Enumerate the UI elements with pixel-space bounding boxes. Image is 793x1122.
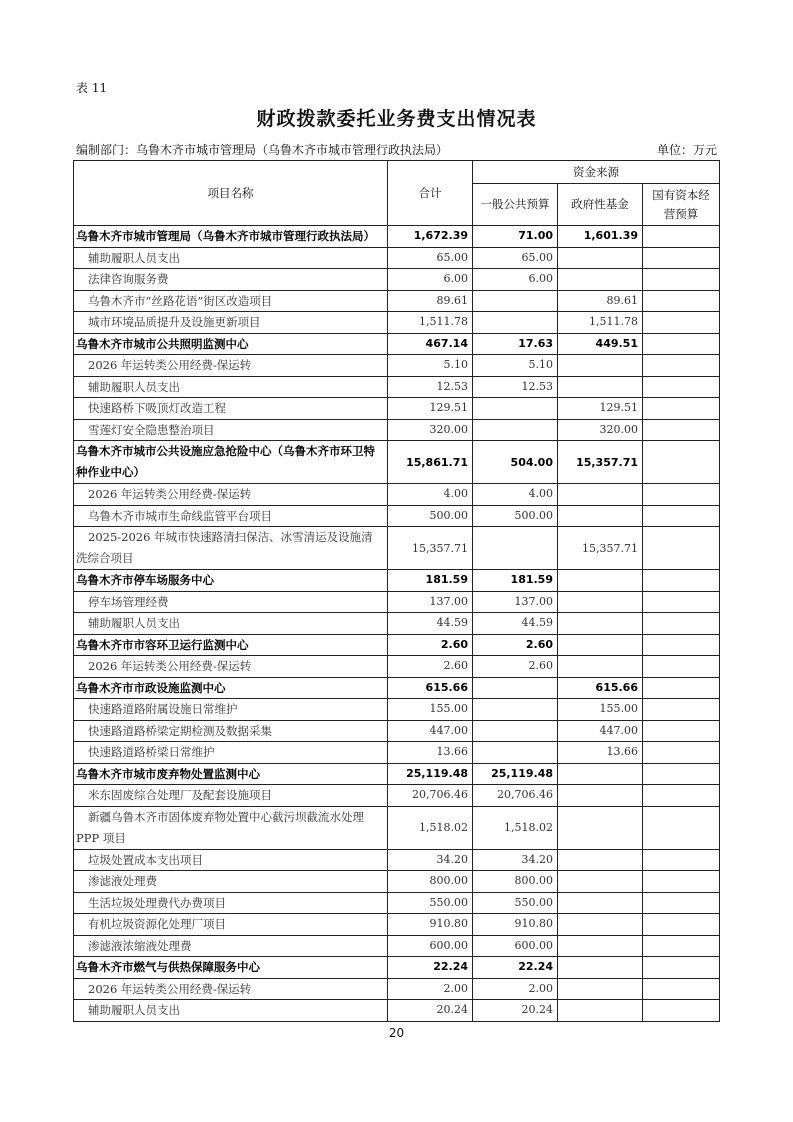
table-row [74,849,720,871]
table-row [74,591,720,613]
cell-total: 65.00 [388,247,473,269]
cell-item-name: 乌鲁木齐市停车场服务中心 [74,570,388,592]
cell-state-capital [643,591,720,613]
cell-total: 137.00 [388,591,473,613]
table-row [74,484,720,506]
table-row-group [74,634,720,656]
cell-gov-fund [558,935,643,957]
cell-state-capital [643,699,720,721]
cell-state-capital [643,226,720,248]
cell-gov-fund [558,849,643,871]
cell-gov-fund: 449.51 [558,333,643,355]
header-funding-source: 资金来源 [473,161,720,184]
table-row [74,247,720,269]
cell-total: 500.00 [388,505,473,527]
cell-item-name: 乌鲁木齐市城市公共设施应急抢险中心（乌鲁木齐市环卫特种作业中心） [74,441,388,484]
cell-general-budget: 71.00 [473,226,558,248]
cell-total: 1,672.39 [388,226,473,248]
cell-total: 800.00 [388,871,473,893]
table-row [74,312,720,334]
table-row [74,871,720,893]
cell-total: 447.00 [388,720,473,742]
table-row-group [74,226,720,248]
cell-general-budget [473,720,558,742]
cell-general-budget: 44.59 [473,613,558,635]
table-row [74,806,720,849]
table-row [74,527,720,570]
cell-item-name: 快速路桥下吸顶灯改造工程 [74,398,388,420]
cell-state-capital [643,806,720,849]
table-row-group [74,570,720,592]
cell-gov-fund [558,355,643,377]
cell-state-capital [643,290,720,312]
cell-general-budget: 34.20 [473,849,558,871]
compiling-unit: 编制部门：乌鲁木齐市城市管理局（乌鲁木齐市城市管理行政执法局） [76,143,449,157]
cell-total: 155.00 [388,699,473,721]
cell-general-budget: 800.00 [473,871,558,893]
table-row [74,892,720,914]
cell-total: 2.00 [388,978,473,1000]
cell-item-name: 雪莲灯安全隐患整治项目 [74,419,388,441]
table-row-group [74,957,720,979]
cell-state-capital [643,763,720,785]
cell-gov-fund [558,505,643,527]
cell-total: 181.59 [388,570,473,592]
cell-general-budget: 17.63 [473,333,558,355]
table-row [74,914,720,936]
table-row [74,269,720,291]
cell-item-name: 辅助履职人员支出 [74,376,388,398]
cell-general-budget: 2.00 [473,978,558,1000]
table-row [74,742,720,764]
cell-item-name: 乌鲁木齐市城市管理局（乌鲁木齐市城市管理行政执法局） [74,226,388,248]
cell-state-capital [643,613,720,635]
cell-item-name: 快速路道路桥梁日常维护 [74,742,388,764]
cell-gov-fund [558,656,643,678]
cell-total: 2.60 [388,634,473,656]
table-row [74,376,720,398]
cell-total: 25,119.48 [388,763,473,785]
cell-gov-fund [558,957,643,979]
cell-item-name: 乌鲁木齐市城市生命线监管平台项目 [74,505,388,527]
cell-general-budget: 2.60 [473,656,558,678]
cell-total: 320.00 [388,419,473,441]
cell-total: 467.14 [388,333,473,355]
cell-total: 910.80 [388,914,473,936]
cell-state-capital [643,419,720,441]
cell-gov-fund: 1,511.78 [558,312,643,334]
header-general-budget: 一般公共预算 [473,184,558,226]
cell-item-name: 垃圾处置成本支出项目 [74,849,388,871]
cell-total: 4.00 [388,484,473,506]
table-number-label: 表 11 [76,81,108,95]
cell-general-budget [473,677,558,699]
cell-general-budget: 600.00 [473,935,558,957]
cell-state-capital [643,527,720,570]
header-row-top [74,161,720,184]
cell-total: 13.66 [388,742,473,764]
cell-state-capital [643,505,720,527]
cell-gov-fund [558,376,643,398]
cell-general-budget: 1,518.02 [473,806,558,849]
cell-general-budget [473,312,558,334]
page-number: 20 [388,1026,405,1040]
table-row-group [74,333,720,355]
cell-item-name: 辅助履职人员支出 [74,613,388,635]
table-row [74,505,720,527]
cell-total: 615.66 [388,677,473,699]
cell-item-name: 辅助履职人员支出 [74,1000,388,1022]
cell-gov-fund: 13.66 [558,742,643,764]
cell-gov-fund: 129.51 [558,398,643,420]
cell-general-budget: 5.10 [473,355,558,377]
cell-state-capital [643,871,720,893]
cell-state-capital [643,677,720,699]
cell-gov-fund [558,591,643,613]
cell-state-capital [643,312,720,334]
cell-item-name: 停车场管理经费 [74,591,388,613]
cell-total: 6.00 [388,269,473,291]
cell-total: 34.20 [388,849,473,871]
cell-item-name: 乌鲁木齐市城市公共照明监测中心 [74,333,388,355]
cell-gov-fund [558,269,643,291]
cell-item-name: 法律咨询服务费 [74,269,388,291]
cell-gov-fund [558,484,643,506]
cell-item-name: 城市环境品质提升及设施更新项目 [74,312,388,334]
cell-gov-fund: 320.00 [558,419,643,441]
cell-general-budget: 25,119.48 [473,763,558,785]
cell-item-name: 乌鲁木齐市“丝路花语”街区改造项目 [74,290,388,312]
cell-state-capital [643,398,720,420]
cell-item-name: 米东固废综合处理厂及配套设施项目 [74,785,388,807]
header-state-capital: 国有资本经营预算 [643,184,720,226]
cell-general-budget [473,742,558,764]
header-gov-fund: 政府性基金 [558,184,643,226]
cell-general-budget [473,699,558,721]
cell-item-name: 乌鲁木齐市市容环卫运行监测中心 [74,634,388,656]
cell-item-name: 乌鲁木齐市燃气与供热保障服务中心 [74,957,388,979]
cell-state-capital [643,914,720,936]
cell-state-capital [643,720,720,742]
cell-total: 44.59 [388,613,473,635]
cell-general-budget: 4.00 [473,484,558,506]
cell-state-capital [643,957,720,979]
cell-gov-fund [558,247,643,269]
cell-general-budget: 2.60 [473,634,558,656]
table-row [74,419,720,441]
cell-total: 12.53 [388,376,473,398]
cell-general-budget: 504.00 [473,441,558,484]
cell-total: 15,861.71 [388,441,473,484]
cell-gov-fund [558,785,643,807]
cell-state-capital [643,570,720,592]
table-row-group [74,763,720,785]
table-row-group [74,677,720,699]
cell-item-name: 快速路道路桥梁定期检测及数据采集 [74,720,388,742]
cell-gov-fund [558,763,643,785]
table-body [74,226,720,1022]
cell-item-name: 乌鲁木齐市城市废弃物处置监测中心 [74,763,388,785]
cell-gov-fund: 155.00 [558,699,643,721]
cell-total: 89.61 [388,290,473,312]
unit-label: 单位：万元 [656,143,717,157]
cell-general-budget: 6.00 [473,269,558,291]
cell-general-budget: 20.24 [473,1000,558,1022]
cell-total: 2.60 [388,656,473,678]
cell-gov-fund: 89.61 [558,290,643,312]
cell-state-capital [643,484,720,506]
cell-gov-fund [558,978,643,1000]
cell-general-budget: 20,706.46 [473,785,558,807]
cell-state-capital [643,785,720,807]
header-item-name: 项目名称 [74,161,388,226]
cell-general-budget: 137.00 [473,591,558,613]
table-row [74,656,720,678]
table-row [74,978,720,1000]
cell-general-budget [473,527,558,570]
table-row [74,355,720,377]
cell-total: 5.10 [388,355,473,377]
cell-gov-fund: 15,357.71 [558,441,643,484]
header-total: 合计 [388,161,473,226]
cell-general-budget [473,398,558,420]
cell-gov-fund [558,634,643,656]
cell-total: 1,518.02 [388,806,473,849]
expenditure-table [73,160,720,1022]
cell-gov-fund [558,806,643,849]
cell-gov-fund [558,570,643,592]
cell-gov-fund [558,1000,643,1022]
document-title: 财政拨款委托业务费支出情况表 [256,108,537,130]
table-row [74,398,720,420]
cell-general-budget: 22.24 [473,957,558,979]
cell-gov-fund [558,613,643,635]
cell-gov-fund: 447.00 [558,720,643,742]
cell-state-capital [643,742,720,764]
cell-state-capital [643,656,720,678]
cell-item-name: 乌鲁木齐市市政设施监测中心 [74,677,388,699]
cell-general-budget: 910.80 [473,914,558,936]
cell-total: 1,511.78 [388,312,473,334]
cell-state-capital [643,978,720,1000]
cell-state-capital [643,355,720,377]
cell-gov-fund: 1,601.39 [558,226,643,248]
cell-gov-fund [558,871,643,893]
cell-item-name: 2026 年运转类公用经费-保运转 [74,978,388,1000]
cell-total: 15,357.71 [388,527,473,570]
cell-item-name: 快速路道路附属设施日常维护 [74,699,388,721]
cell-general-budget: 500.00 [473,505,558,527]
cell-total: 20.24 [388,1000,473,1022]
table-row [74,699,720,721]
cell-item-name: 新疆乌鲁木齐市固体废弃物处置中心截污坝截流水处理PPP 项目 [74,806,388,849]
table-row [74,785,720,807]
cell-general-budget [473,419,558,441]
cell-state-capital [643,333,720,355]
cell-item-name: 2026 年运转类公用经费-保运转 [74,656,388,678]
cell-total: 22.24 [388,957,473,979]
table-row [74,935,720,957]
cell-general-budget: 65.00 [473,247,558,269]
cell-state-capital [643,269,720,291]
cell-state-capital [643,1000,720,1022]
cell-item-name: 有机垃圾资源化处理厂项目 [74,914,388,936]
cell-total: 550.00 [388,892,473,914]
table-row-group [74,441,720,484]
cell-state-capital [643,247,720,269]
cell-state-capital [643,634,720,656]
cell-state-capital [643,892,720,914]
cell-gov-fund: 615.66 [558,677,643,699]
cell-item-name: 2025-2026 年城市快速路清扫保洁、冰雪清运及设施清洗综合项目 [74,527,388,570]
cell-state-capital [643,849,720,871]
cell-item-name: 生活垃圾处理费代办费项目 [74,892,388,914]
cell-total: 600.00 [388,935,473,957]
cell-gov-fund: 15,357.71 [558,527,643,570]
table-row [74,720,720,742]
cell-state-capital [643,935,720,957]
cell-item-name: 辅助履职人员支出 [74,247,388,269]
cell-gov-fund [558,914,643,936]
cell-item-name: 2026 年运转类公用经费-保运转 [74,355,388,377]
cell-total: 129.51 [388,398,473,420]
cell-state-capital [643,441,720,484]
table-row [74,1000,720,1022]
cell-general-budget: 12.53 [473,376,558,398]
cell-item-name: 渗滤液浓缩液处理费 [74,935,388,957]
table-row [74,290,720,312]
table-row [74,613,720,635]
cell-state-capital [643,376,720,398]
cell-general-budget: 181.59 [473,570,558,592]
cell-general-budget: 550.00 [473,892,558,914]
cell-item-name: 2026 年运转类公用经费-保运转 [74,484,388,506]
cell-total: 20,706.46 [388,785,473,807]
table-meta [76,141,717,158]
cell-item-name: 渗滤液处理费 [74,871,388,893]
cell-gov-fund [558,892,643,914]
cell-general-budget [473,290,558,312]
